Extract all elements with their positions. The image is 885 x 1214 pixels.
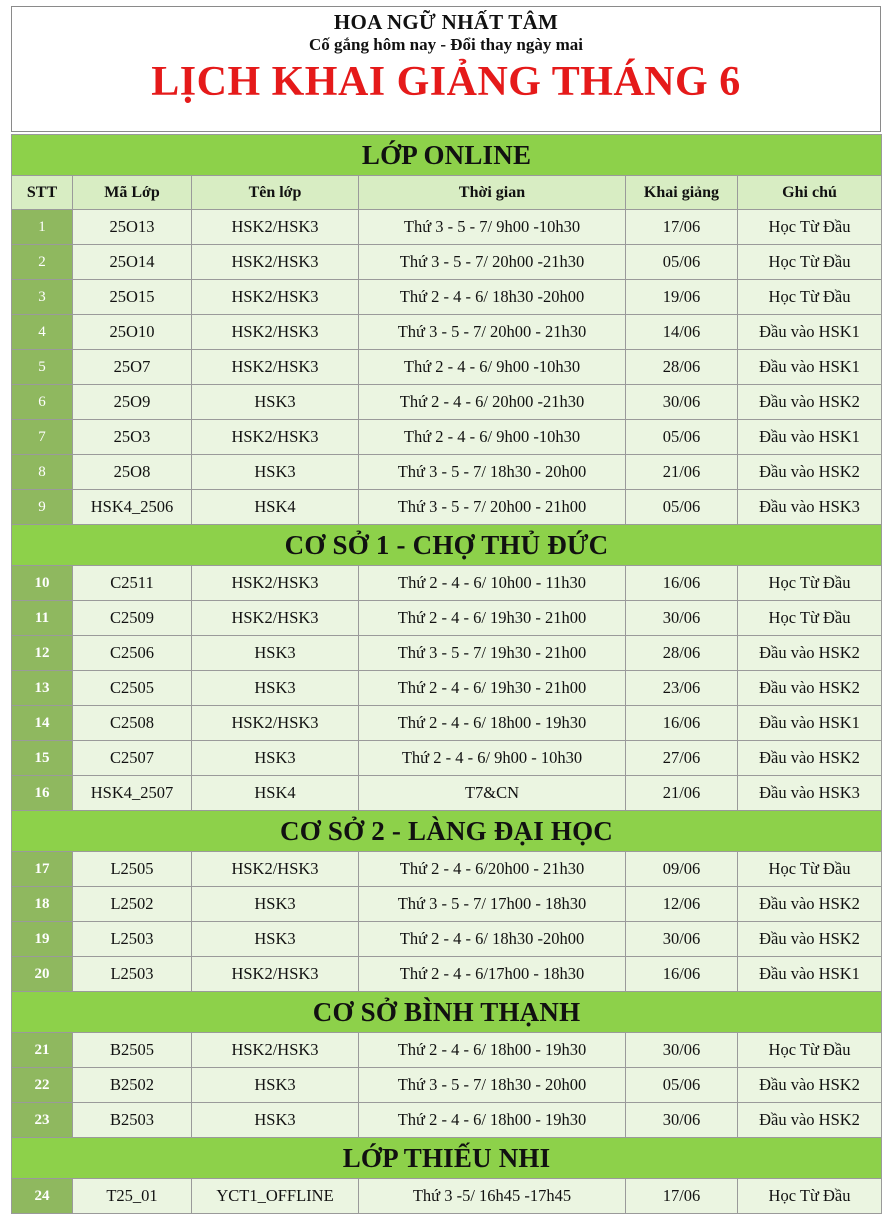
column-header: Ghi chú bbox=[738, 176, 882, 210]
table-row bbox=[12, 1103, 882, 1138]
note-cell: Đầu vào HSK1 bbox=[738, 420, 882, 455]
class-name-cell: HSK3 bbox=[192, 671, 359, 706]
class-name-cell: HSK2/HSK3 bbox=[192, 245, 359, 280]
class-code-cell: 25O13 bbox=[73, 210, 192, 245]
start-date-cell: 12/06 bbox=[626, 887, 738, 922]
schedule-time-cell: Thứ 2 - 4 - 6/ 9h00 - 10h30 bbox=[359, 741, 626, 776]
stt-cell: 10 bbox=[12, 566, 73, 601]
class-name-cell: HSK2/HSK3 bbox=[192, 210, 359, 245]
class-name-cell: HSK4 bbox=[192, 490, 359, 525]
schedule-time-cell: Thứ 2 - 4 - 6/ 18h00 - 19h30 bbox=[359, 706, 626, 741]
class-name-cell: HSK2/HSK3 bbox=[192, 350, 359, 385]
note-cell: Đầu vào HSK1 bbox=[738, 315, 882, 350]
schedule-time-cell: Thứ 3 - 5 - 7/ 9h00 -10h30 bbox=[359, 210, 626, 245]
column-header: STT bbox=[12, 176, 73, 210]
class-code-cell: C2511 bbox=[73, 566, 192, 601]
table-row bbox=[12, 741, 882, 776]
stt-cell: 6 bbox=[12, 385, 73, 420]
table-row bbox=[12, 350, 882, 385]
stt-cell: 17 bbox=[12, 852, 73, 887]
stt-cell: 8 bbox=[12, 455, 73, 490]
stt-cell: 4 bbox=[12, 315, 73, 350]
stt-cell: 3 bbox=[12, 280, 73, 315]
schedule-time-cell: Thứ 2 - 4 - 6/ 18h00 - 19h30 bbox=[359, 1033, 626, 1068]
start-date-cell: 05/06 bbox=[626, 420, 738, 455]
table-row bbox=[12, 455, 882, 490]
note-cell: Đầu vào HSK3 bbox=[738, 490, 882, 525]
note-cell: Học Từ Đầu bbox=[738, 210, 882, 245]
stt-cell: 18 bbox=[12, 887, 73, 922]
section-title: CƠ SỞ 2 - LÀNG ĐẠI HỌC bbox=[12, 811, 882, 852]
class-code-cell: HSK4_2507 bbox=[73, 776, 192, 811]
class-name-cell: HSK2/HSK3 bbox=[192, 420, 359, 455]
class-code-cell: 25O9 bbox=[73, 385, 192, 420]
class-code-cell: L2502 bbox=[73, 887, 192, 922]
table-row bbox=[12, 706, 882, 741]
stt-cell: 15 bbox=[12, 741, 73, 776]
class-code-cell: 25O7 bbox=[73, 350, 192, 385]
table-row bbox=[12, 490, 882, 525]
note-cell: Đầu vào HSK2 bbox=[738, 922, 882, 957]
slogan: Cố gắng hôm nay - Đổi thay ngày mai bbox=[309, 35, 583, 54]
class-name-cell: HSK2/HSK3 bbox=[192, 957, 359, 992]
table-row bbox=[12, 1033, 882, 1068]
stt-cell: 9 bbox=[12, 490, 73, 525]
note-cell: Đầu vào HSK2 bbox=[738, 455, 882, 490]
note-cell: Đầu vào HSK1 bbox=[738, 706, 882, 741]
schedule-time-cell: Thứ 2 - 4 - 6/17h00 - 18h30 bbox=[359, 957, 626, 992]
class-code-cell: 25O10 bbox=[73, 315, 192, 350]
note-cell: Đầu vào HSK1 bbox=[738, 957, 882, 992]
table-row bbox=[12, 385, 882, 420]
table-row bbox=[12, 776, 882, 811]
schedule-time-cell: Thứ 2 - 4 - 6/ 19h30 - 21h00 bbox=[359, 601, 626, 636]
start-date-cell: 28/06 bbox=[626, 350, 738, 385]
class-code-cell: C2505 bbox=[73, 671, 192, 706]
table-row bbox=[12, 636, 882, 671]
start-date-cell: 30/06 bbox=[626, 385, 738, 420]
schedule-body bbox=[12, 135, 882, 1214]
class-code-cell: 25O15 bbox=[73, 280, 192, 315]
class-name-cell: HSK2/HSK3 bbox=[192, 852, 359, 887]
class-name-cell: HSK3 bbox=[192, 741, 359, 776]
schedule-time-cell: Thứ 2 - 4 - 6/ 19h30 - 21h00 bbox=[359, 671, 626, 706]
note-cell: Đầu vào HSK1 bbox=[738, 350, 882, 385]
table-row bbox=[12, 887, 882, 922]
class-code-cell: C2509 bbox=[73, 601, 192, 636]
column-header: Khai giảng bbox=[626, 176, 738, 210]
note-cell: Đầu vào HSK2 bbox=[738, 385, 882, 420]
header bbox=[11, 6, 881, 132]
stt-cell: 7 bbox=[12, 420, 73, 455]
section-header bbox=[12, 811, 882, 852]
section-header bbox=[12, 135, 882, 176]
stt-cell: 20 bbox=[12, 957, 73, 992]
class-code-cell: 25O3 bbox=[73, 420, 192, 455]
section-title: CƠ SỞ 1 - CHỢ THỦ ĐỨC bbox=[12, 525, 882, 566]
class-name-cell: HSK2/HSK3 bbox=[192, 315, 359, 350]
start-date-cell: 30/06 bbox=[626, 1103, 738, 1138]
table-row bbox=[12, 1179, 882, 1214]
table-row bbox=[12, 566, 882, 601]
table-row bbox=[12, 671, 882, 706]
class-name-cell: HSK3 bbox=[192, 1103, 359, 1138]
note-cell: Đầu vào HSK2 bbox=[738, 1103, 882, 1138]
class-code-cell: L2503 bbox=[73, 957, 192, 992]
start-date-cell: 14/06 bbox=[626, 315, 738, 350]
table-row bbox=[12, 315, 882, 350]
stt-cell: 2 bbox=[12, 245, 73, 280]
class-name-cell: HSK3 bbox=[192, 922, 359, 957]
start-date-cell: 21/06 bbox=[626, 776, 738, 811]
stt-cell: 19 bbox=[12, 922, 73, 957]
class-code-cell: 25O8 bbox=[73, 455, 192, 490]
column-header: Tên lớp bbox=[192, 176, 359, 210]
start-date-cell: 30/06 bbox=[626, 922, 738, 957]
schedule-time-cell: Thứ 2 - 4 - 6/ 18h30 -20h00 bbox=[359, 922, 626, 957]
note-cell: Đầu vào HSK3 bbox=[738, 776, 882, 811]
schedule-sheet bbox=[11, 6, 881, 1214]
start-date-cell: 17/06 bbox=[626, 1179, 738, 1214]
section-title: LỚP THIẾU NHI bbox=[12, 1138, 882, 1179]
start-date-cell: 16/06 bbox=[626, 566, 738, 601]
table-row bbox=[12, 245, 882, 280]
section-title: LỚP ONLINE bbox=[12, 135, 882, 176]
start-date-cell: 19/06 bbox=[626, 280, 738, 315]
stt-cell: 14 bbox=[12, 706, 73, 741]
start-date-cell: 05/06 bbox=[626, 490, 738, 525]
page-title: LỊCH KHAI GIẢNG THÁNG 6 bbox=[151, 59, 741, 105]
start-date-cell: 16/06 bbox=[626, 957, 738, 992]
schedule-time-cell: Thứ 3 - 5 - 7/ 20h00 -21h30 bbox=[359, 245, 626, 280]
table-row bbox=[12, 420, 882, 455]
start-date-cell: 21/06 bbox=[626, 455, 738, 490]
start-date-cell: 05/06 bbox=[626, 245, 738, 280]
class-name-cell: HSK4 bbox=[192, 776, 359, 811]
class-code-cell: HSK4_2506 bbox=[73, 490, 192, 525]
note-cell: Học Từ Đầu bbox=[738, 280, 882, 315]
table-row bbox=[12, 957, 882, 992]
start-date-cell: 16/06 bbox=[626, 706, 738, 741]
class-code-cell: C2508 bbox=[73, 706, 192, 741]
note-cell: Học Từ Đầu bbox=[738, 852, 882, 887]
schedule-time-cell: T7&CN bbox=[359, 776, 626, 811]
note-cell: Học Từ Đầu bbox=[738, 1179, 882, 1214]
column-header: Thời gian bbox=[359, 176, 626, 210]
start-date-cell: 28/06 bbox=[626, 636, 738, 671]
class-code-cell: C2507 bbox=[73, 741, 192, 776]
column-header: Mã Lớp bbox=[73, 176, 192, 210]
table-row bbox=[12, 601, 882, 636]
table-row bbox=[12, 280, 882, 315]
stt-cell: 12 bbox=[12, 636, 73, 671]
stt-cell: 23 bbox=[12, 1103, 73, 1138]
note-cell: Đầu vào HSK2 bbox=[738, 1068, 882, 1103]
schedule-time-cell: Thứ 3 -5/ 16h45 -17h45 bbox=[359, 1179, 626, 1214]
class-name-cell: HSK2/HSK3 bbox=[192, 280, 359, 315]
note-cell: Đầu vào HSK2 bbox=[738, 887, 882, 922]
note-cell: Đầu vào HSK2 bbox=[738, 671, 882, 706]
schedule-time-cell: Thứ 2 - 4 - 6/ 20h00 -21h30 bbox=[359, 385, 626, 420]
note-cell: Học Từ Đầu bbox=[738, 601, 882, 636]
class-code-cell: L2503 bbox=[73, 922, 192, 957]
column-header-row bbox=[12, 176, 882, 210]
stt-cell: 11 bbox=[12, 601, 73, 636]
schedule-time-cell: Thứ 3 - 5 - 7/ 18h30 - 20h00 bbox=[359, 455, 626, 490]
stt-cell: 24 bbox=[12, 1179, 73, 1214]
table-row bbox=[12, 1068, 882, 1103]
schedule-time-cell: Thứ 3 - 5 - 7/ 17h00 - 18h30 bbox=[359, 887, 626, 922]
start-date-cell: 27/06 bbox=[626, 741, 738, 776]
start-date-cell: 23/06 bbox=[626, 671, 738, 706]
schedule-time-cell: Thứ 3 - 5 - 7/ 20h00 - 21h00 bbox=[359, 490, 626, 525]
class-name-cell: YCT1_OFFLINE bbox=[192, 1179, 359, 1214]
brand-name: HOA NGỮ NHẤT TÂM bbox=[333, 10, 559, 34]
note-cell: Đầu vào HSK2 bbox=[738, 741, 882, 776]
note-cell: Học Từ Đầu bbox=[738, 566, 882, 601]
schedule-time-cell: Thứ 2 - 4 - 6/ 18h30 -20h00 bbox=[359, 280, 626, 315]
class-code-cell: B2505 bbox=[73, 1033, 192, 1068]
schedule-time-cell: Thứ 2 - 4 - 6/ 9h00 -10h30 bbox=[359, 420, 626, 455]
section-header bbox=[12, 992, 882, 1033]
stt-cell: 16 bbox=[12, 776, 73, 811]
table-row bbox=[12, 210, 882, 245]
class-name-cell: HSK3 bbox=[192, 455, 359, 490]
stt-cell: 21 bbox=[12, 1033, 73, 1068]
start-date-cell: 09/06 bbox=[626, 852, 738, 887]
class-name-cell: HSK2/HSK3 bbox=[192, 1033, 359, 1068]
class-name-cell: HSK3 bbox=[192, 385, 359, 420]
schedule-time-cell: Thứ 2 - 4 - 6/ 10h00 - 11h30 bbox=[359, 566, 626, 601]
class-code-cell: T25_01 bbox=[73, 1179, 192, 1214]
schedule-time-cell: Thứ 2 - 4 - 6/20h00 - 21h30 bbox=[359, 852, 626, 887]
class-code-cell: 25O14 bbox=[73, 245, 192, 280]
schedule-time-cell: Thứ 3 - 5 - 7/ 20h00 - 21h30 bbox=[359, 315, 626, 350]
class-code-cell: B2502 bbox=[73, 1068, 192, 1103]
class-name-cell: HSK3 bbox=[192, 887, 359, 922]
stt-cell: 13 bbox=[12, 671, 73, 706]
section-header bbox=[12, 1138, 882, 1179]
start-date-cell: 17/06 bbox=[626, 210, 738, 245]
class-name-cell: HSK3 bbox=[192, 1068, 359, 1103]
table-row bbox=[12, 852, 882, 887]
class-code-cell: L2505 bbox=[73, 852, 192, 887]
section-header bbox=[12, 525, 882, 566]
schedule-time-cell: Thứ 2 - 4 - 6/ 9h00 -10h30 bbox=[359, 350, 626, 385]
start-date-cell: 30/06 bbox=[626, 1033, 738, 1068]
class-name-cell: HSK2/HSK3 bbox=[192, 566, 359, 601]
class-code-cell: B2503 bbox=[73, 1103, 192, 1138]
start-date-cell: 30/06 bbox=[626, 601, 738, 636]
schedule-table bbox=[11, 134, 882, 1214]
schedule-time-cell: Thứ 3 - 5 - 7/ 18h30 - 20h00 bbox=[359, 1068, 626, 1103]
stt-cell: 22 bbox=[12, 1068, 73, 1103]
stt-cell: 1 bbox=[12, 210, 73, 245]
class-code-cell: C2506 bbox=[73, 636, 192, 671]
start-date-cell: 05/06 bbox=[626, 1068, 738, 1103]
note-cell: Học Từ Đầu bbox=[738, 245, 882, 280]
section-title: CƠ SỞ BÌNH THẠNH bbox=[12, 992, 882, 1033]
stt-cell: 5 bbox=[12, 350, 73, 385]
class-name-cell: HSK3 bbox=[192, 636, 359, 671]
note-cell: Đầu vào HSK2 bbox=[738, 636, 882, 671]
class-name-cell: HSK2/HSK3 bbox=[192, 706, 359, 741]
note-cell: Học Từ Đầu bbox=[738, 1033, 882, 1068]
schedule-time-cell: Thứ 2 - 4 - 6/ 18h00 - 19h30 bbox=[359, 1103, 626, 1138]
schedule-time-cell: Thứ 3 - 5 - 7/ 19h30 - 21h00 bbox=[359, 636, 626, 671]
table-row bbox=[12, 922, 882, 957]
class-name-cell: HSK2/HSK3 bbox=[192, 601, 359, 636]
